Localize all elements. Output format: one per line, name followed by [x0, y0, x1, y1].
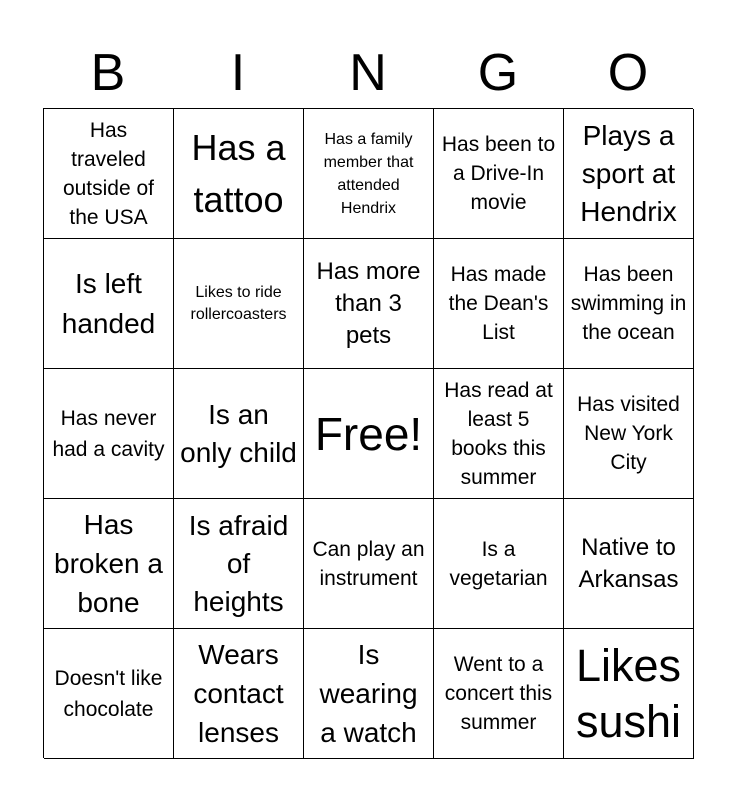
free-space[interactable] — [304, 369, 434, 499]
cell-text: Is left handed — [61, 267, 156, 339]
cell-text: Has a tattoo — [191, 126, 286, 220]
cell-text: Native to Arkansas — [578, 533, 679, 593]
bingo-cell[interactable] — [434, 369, 564, 499]
bingo-cell[interactable] — [564, 239, 694, 369]
cell-text: Has broken a bone — [54, 509, 163, 618]
cell-text: Likes to ride rollercoasters — [190, 283, 287, 323]
cell-text: Has more than 3 pets — [316, 257, 421, 349]
header-letter-o: O — [607, 44, 649, 102]
bingo-cell[interactable] — [44, 629, 174, 759]
bingo-board — [43, 108, 693, 758]
cell-text: Has a family member that attended Hendrix — [323, 130, 414, 217]
bingo-cell[interactable] — [174, 369, 304, 499]
bingo-cell[interactable] — [434, 109, 564, 239]
cell-text: Can play an instrument — [312, 537, 425, 590]
bingo-cell[interactable] — [434, 499, 564, 629]
bingo-cell[interactable] — [174, 109, 304, 239]
cell-text: Doesn't like chocolate — [54, 666, 163, 721]
bingo-cell[interactable] — [44, 499, 174, 629]
cell-text: Is wearing a watch — [319, 639, 418, 748]
bingo-cell[interactable] — [564, 499, 694, 629]
cell-text: Is afraid of heights — [188, 509, 289, 617]
cell-text: Has been to a Drive-In movie — [441, 133, 556, 214]
cell-text: Is a vegetarian — [449, 537, 548, 590]
cell-text: Wears contact lenses — [193, 639, 284, 748]
header-letter-b: B — [90, 44, 126, 102]
cell-text: Has been swimming in the ocean — [570, 263, 687, 344]
cell-text: Has read at least 5 books this summer — [444, 378, 553, 489]
bingo-cell[interactable] — [434, 239, 564, 369]
cell-text: Went to a concert this summer — [444, 653, 553, 734]
header-letter-i: I — [230, 44, 246, 102]
bingo-cell[interactable] — [564, 109, 694, 239]
cell-text: Has traveled outside of the USA — [62, 118, 155, 229]
bingo-cell[interactable] — [564, 369, 694, 499]
bingo-cell[interactable] — [44, 239, 174, 369]
cell-text: Has never had a cavity — [52, 406, 165, 461]
cell-text: Plays a sport at Hendrix — [580, 119, 677, 227]
bingo-cell[interactable] — [174, 499, 304, 629]
header-letter-g: G — [477, 44, 519, 102]
bingo-cell[interactable] — [304, 499, 434, 629]
bingo-cell[interactable] — [44, 369, 174, 499]
cell-text: Has made the Dean's List — [448, 263, 549, 344]
bingo-cell[interactable] — [434, 629, 564, 759]
cell-text: Is an only child — [180, 398, 297, 468]
free-space-label: Free! — [314, 407, 423, 460]
bingo-cell[interactable] — [44, 109, 174, 239]
cell-text: Likes sushi — [575, 639, 682, 747]
cell-text: Has visited New York City — [577, 393, 680, 474]
bingo-cell[interactable] — [304, 239, 434, 369]
bingo-cell[interactable] — [304, 629, 434, 759]
bingo-cell[interactable] — [174, 239, 304, 369]
bingo-cell[interactable] — [564, 629, 694, 759]
bingo-header — [43, 38, 693, 108]
header-letter-n: N — [349, 44, 387, 102]
bingo-cell[interactable] — [304, 109, 434, 239]
bingo-cell[interactable] — [174, 629, 304, 759]
